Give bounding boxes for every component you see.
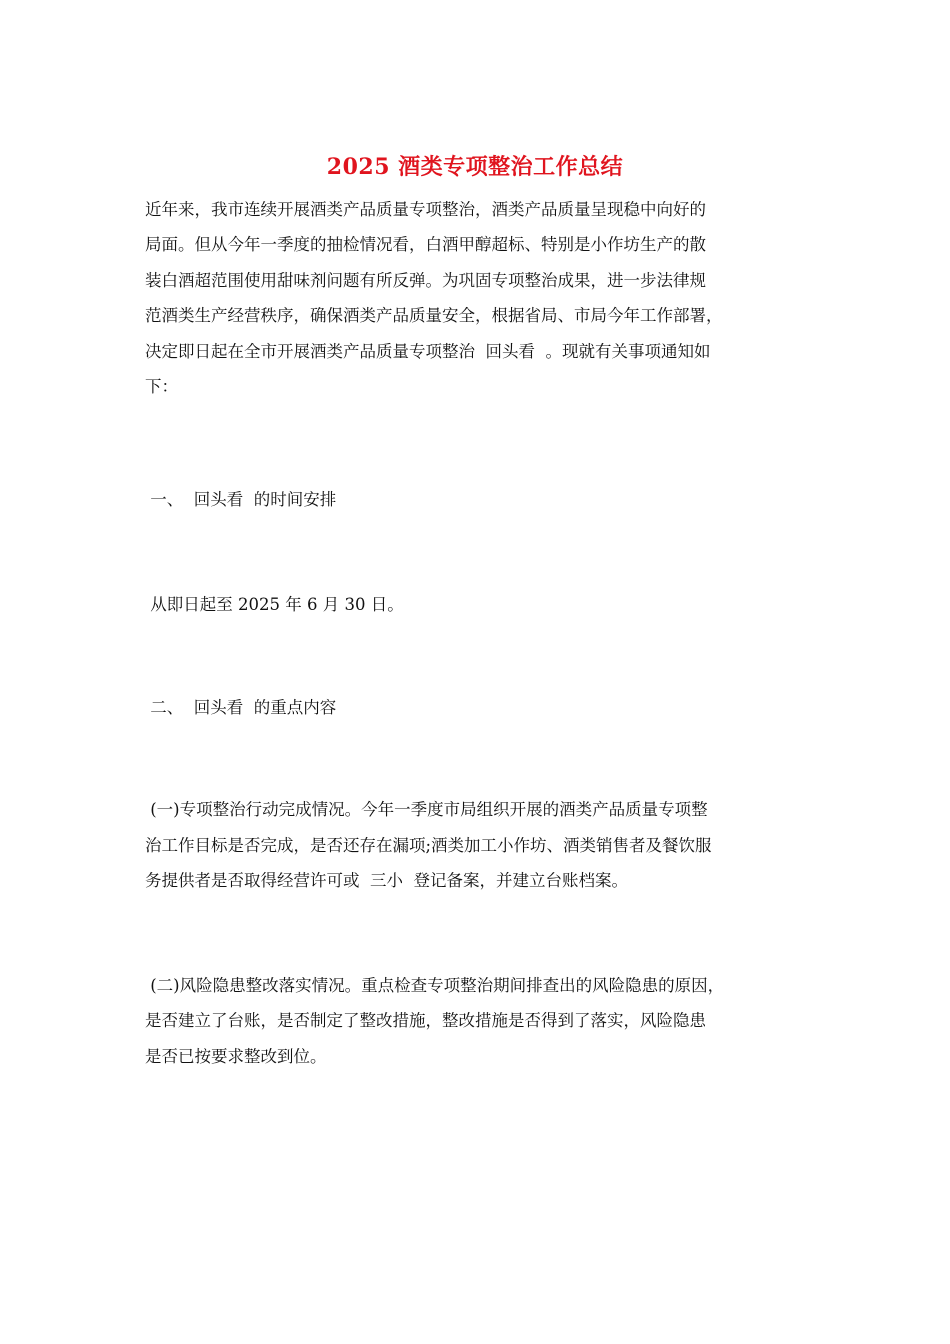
intro-line-2: 局面。但从今年一季度的抽检情况看，白酒甲醇超标、特别是小作坊生产的散 [145,235,706,254]
item-2-line-3: 是否已按要求整改到位。 [145,1047,327,1066]
section-2-heading: 二、 回头看 的重点内容 [145,698,337,717]
item-1-line-2: 治工作目标是否完成，是否还存在漏项;酒类加工小作坊、酒类销售者及餐饮服 [145,836,712,855]
intro-line-4: 范酒类生产经营秩序，确保酒类产品质量安全，根据省局、市局今年工作部署， [145,306,723,325]
item-2-line-2: 是否建立了台账，是否制定了整改措施，整改措施是否得到了落实，风险隐患 [145,1011,706,1030]
intro-line-3: 装白酒超范围使用甜味剂问题有所反弹。为巩固专项整治成果，进一步法律规 [145,271,706,290]
item-1-line-3: 务提供者是否取得经营许可或 三小 登记备案，并建立台账档案。 [145,871,628,890]
item-1-line-1: (一)专项整治行动完成情况。今年一季度市局组织开展的酒类产品质量专项整 [145,800,708,819]
intro-line-5: 决定即日起在全市开展酒类产品质量专项整治 回头看 。现就有关事项通知如 [145,342,711,361]
item-2-line-1: (二)风险隐患整改落实情况。重点检查专项整治期间排查出的风险隐患的原因， [145,976,725,995]
intro-line-6: 下： [145,377,178,396]
section-1-body: 从即日起至 2025 年 6 月 30 日。 [145,595,404,614]
intro-line-1: 近年来，我市连续开展酒类产品质量专项整治，酒类产品质量呈现稳中向好的 [145,200,706,219]
section-1-heading: 一、 回头看 的时间安排 [145,490,337,509]
document-title: 2025 酒类专项整治工作总结 [326,154,624,180]
